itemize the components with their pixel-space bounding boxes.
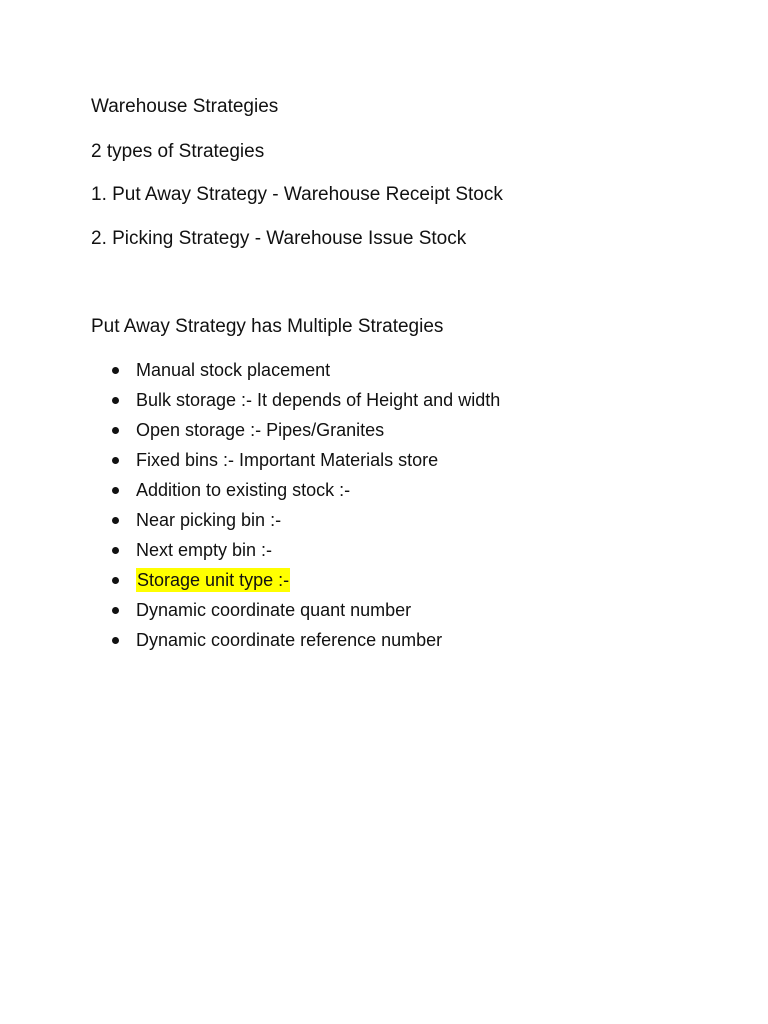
bullet-icon xyxy=(112,397,119,404)
highlighted-list-item-text: Storage unit type :- xyxy=(137,570,290,590)
bullet-icon xyxy=(112,637,119,644)
list-item-text: Bulk storage :- It depends of Height and width xyxy=(136,390,501,410)
section-heading: Put Away Strategy has Multiple Strategies xyxy=(91,316,444,337)
document-title: Warehouse Strategies xyxy=(91,96,279,117)
strategy-type-put-away: 1. Put Away Strategy - Warehouse Receipt Stock xyxy=(91,184,503,205)
bullet-icon xyxy=(112,367,119,374)
bullet-icon xyxy=(112,427,119,434)
list-item-text: Addition to existing stock :- xyxy=(136,480,351,500)
bullet-icon xyxy=(112,607,119,614)
list-item-text: Near picking bin :- xyxy=(136,510,282,530)
bullet-icon xyxy=(112,487,119,494)
bullet-icon xyxy=(112,577,119,584)
list-item-text: Dynamic coordinate quant number xyxy=(136,600,412,620)
list-item-text: Next empty bin :- xyxy=(136,540,273,560)
bullet-icon xyxy=(112,457,119,464)
list-item-text: Dynamic coordinate reference number xyxy=(136,630,443,650)
strategy-types-intro: 2 types of Strategies xyxy=(91,141,265,162)
list-item-text: Open storage :- Pipes/Granites xyxy=(136,420,385,440)
strategy-type-picking: 2. Picking Strategy - Warehouse Issue Stock xyxy=(91,228,467,249)
bullet-icon xyxy=(112,547,119,554)
list-item-text: Manual stock placement xyxy=(136,360,331,380)
bullet-icon xyxy=(112,517,119,524)
list-item-text: Fixed bins :- Important Materials store xyxy=(136,450,439,470)
